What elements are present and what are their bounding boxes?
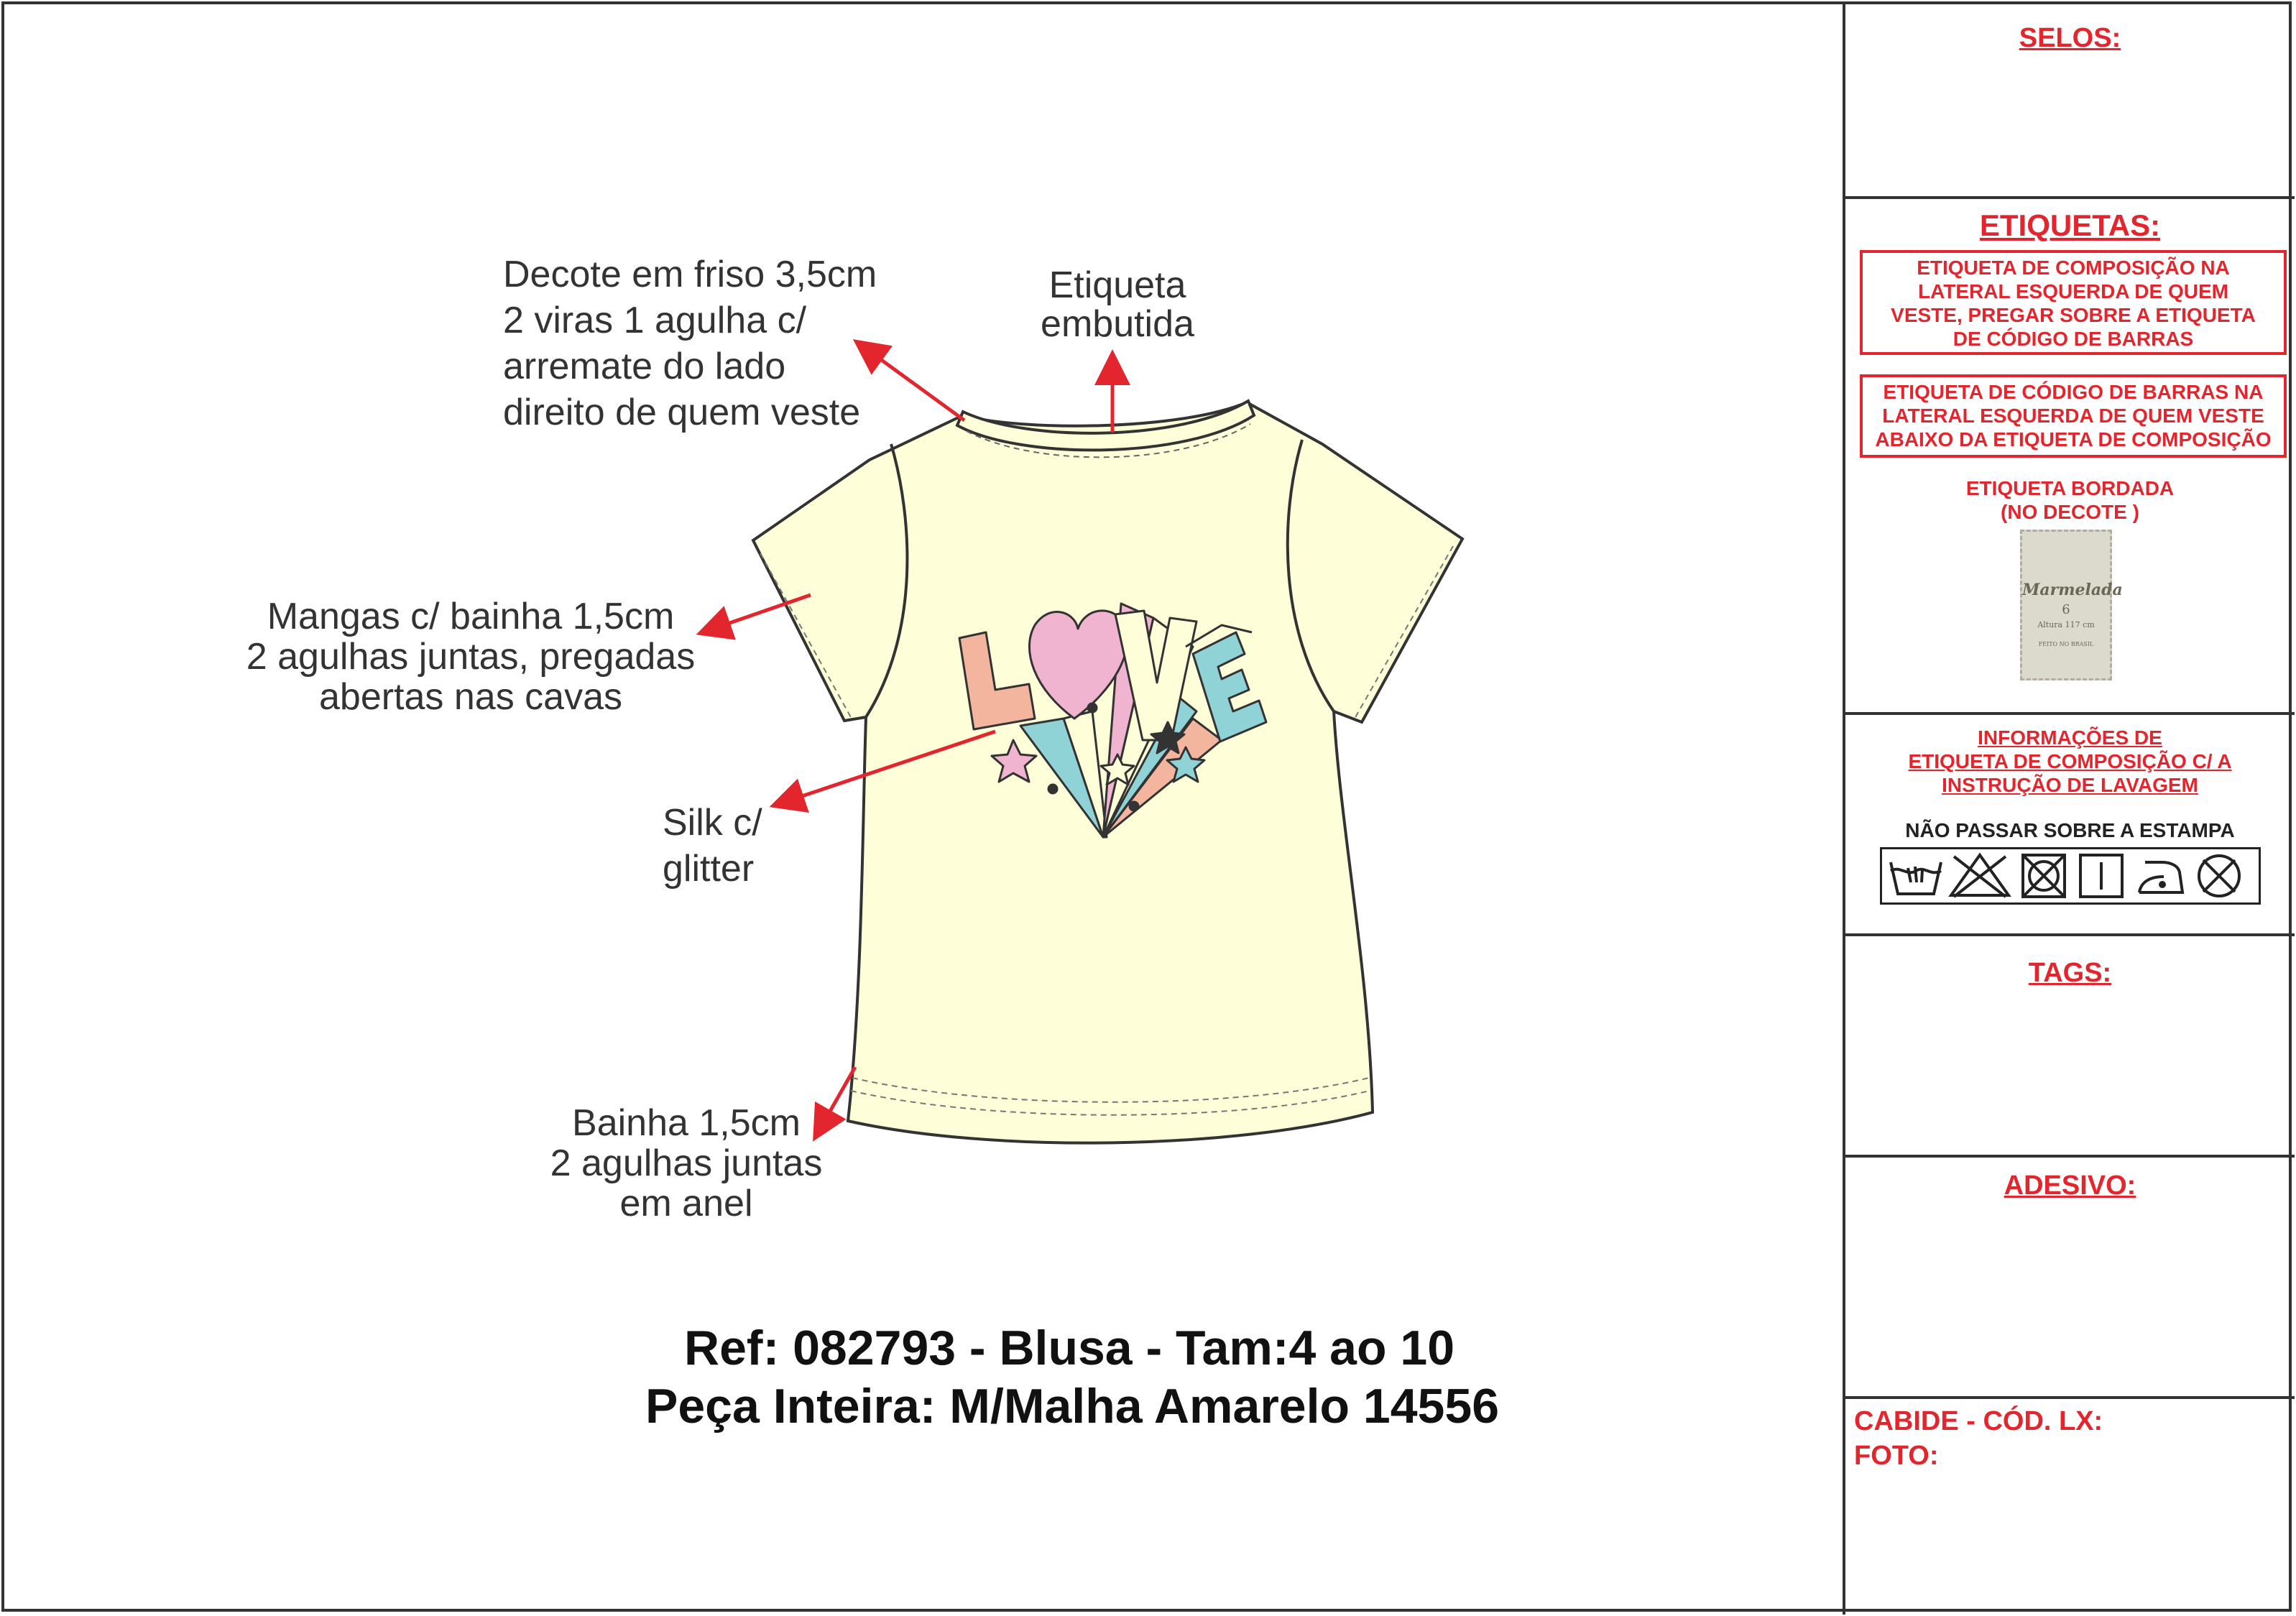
- label-sample: Marmelada 6 Altura 117 cm FEITO NO BRASIL: [2020, 530, 2112, 680]
- adesivo-section: [1845, 1158, 2295, 1399]
- cabide-code-label: CABIDE - CÓD. LX:: [1854, 1406, 2103, 1436]
- cabide-section: [1845, 1399, 2295, 1612]
- product-ref: Ref: 082793 - Blusa - Tam:4 ao 10: [684, 1321, 1455, 1375]
- composition-label-box: ETIQUETA DE COMPOSIÇÃO NA LATERAL ESQUERDA DE QUEM VESTE, PREGAR SOBRE A ETIQUETA DE CÓDIGO DE BARRAS: [1860, 250, 2287, 355]
- selos-title: SELOS:: [2019, 23, 2121, 53]
- tags-section: [1845, 936, 2295, 1158]
- iron-low-icon: [2139, 862, 2182, 892]
- etiquetas-title: ETIQUETAS:: [1979, 208, 2161, 242]
- silk-note: Silk c/ glitter: [663, 802, 762, 890]
- barcode-label-box: ETIQUETA DE CÓDIGO DE BARRAS NA LATERAL ESQUERDA DE QUEM VESTE ABAIXO DA ETIQUETA DE COMPOSIÇÃO: [1860, 374, 2287, 458]
- embroidered-label-text: ETIQUETA BORDADA (NO DECOTE ): [1965, 477, 2175, 523]
- no-iron-warning: NÃO PASSAR SOBRE A ESTAMPA: [1905, 819, 2235, 841]
- info-title: INFORMAÇÕES DE ETIQUETA DE COMPOSIÇÃO C/ A INSTRUÇÃO DE LAVAGEM: [1908, 726, 2232, 796]
- hem-note: Bainha 1,5cm 2 agulhas juntas em anel: [550, 1102, 823, 1224]
- line-dry-icon: [2080, 855, 2122, 897]
- tags-title: TAGS:: [2028, 958, 2112, 988]
- no-dry-clean-icon: [2199, 856, 2239, 896]
- selos-section: [1845, 1, 2295, 199]
- no-tumble-dry-icon: [2023, 855, 2065, 897]
- product-fabric: Peça Inteira: M/Malha Amarelo 14556: [645, 1379, 1500, 1433]
- photo-label: FOTO:: [1854, 1441, 1939, 1471]
- spec-sidebar: [1843, 1, 2295, 1615]
- sleeve-note: Mangas c/ bainha 1,5cm 2 agulhas juntas, pregadas abertas nas cavas: [246, 596, 696, 718]
- hand-wash-icon: [1891, 862, 1941, 894]
- no-bleach-icon: [1951, 855, 2009, 897]
- label-note: Etiqueta embutida: [1041, 264, 1194, 345]
- care-symbols: [1880, 847, 2261, 905]
- neckline-note: Decote em friso 3,5cm 2 viras 1 agulha c/ arremate do lado direito de quem veste: [503, 254, 877, 433]
- adesivo-title: ADESIVO:: [2004, 1171, 2136, 1201]
- info-section: [1845, 715, 2295, 936]
- etiquetas-section: [1845, 199, 2295, 715]
